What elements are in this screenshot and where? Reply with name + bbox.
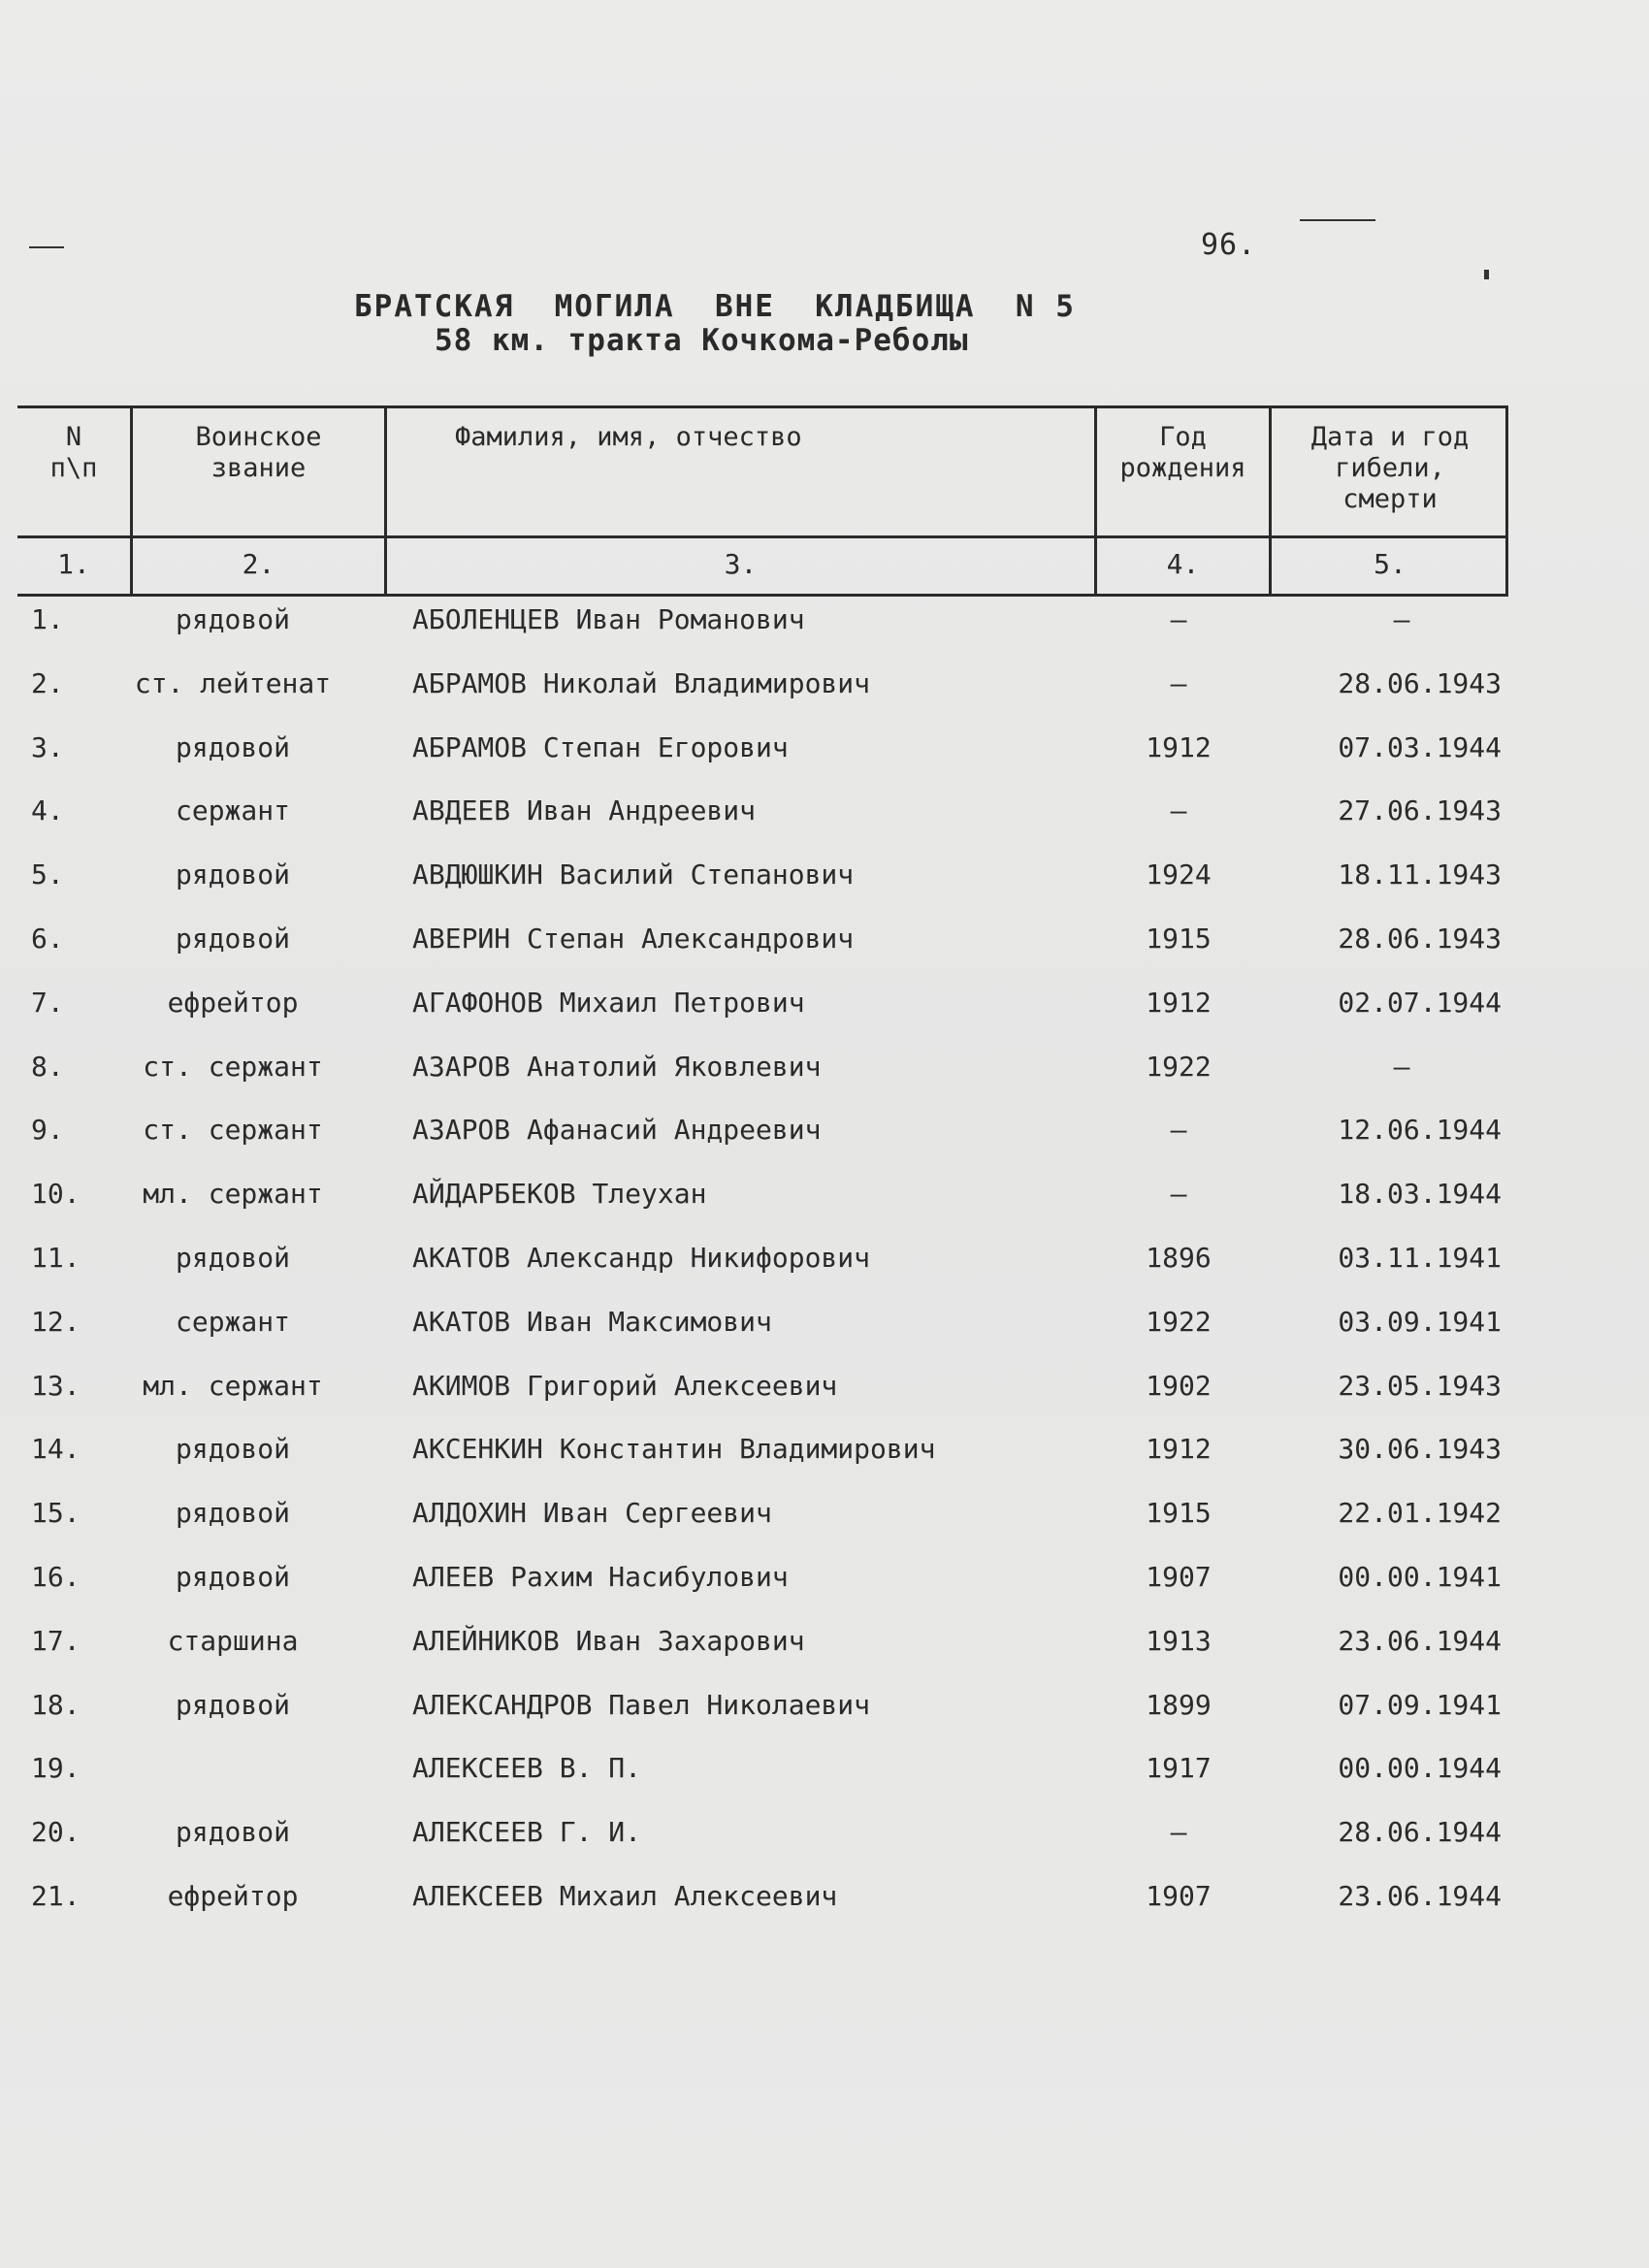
row-num: 6. — [31, 923, 64, 955]
row-name: АЙДАРБЕКОВ Тлеухан — [412, 1178, 707, 1210]
table-row — [0, 1306, 1649, 1345]
row-rank: рядовой — [175, 1561, 290, 1593]
row-name: АЛЕКСЕЕВ Михаил Алексеевич — [412, 1880, 838, 1912]
page-number: 96. — [1201, 228, 1257, 262]
header-num: N п\п — [49, 422, 98, 483]
row-num: 1. — [31, 603, 64, 635]
row-num: 3. — [31, 731, 64, 763]
column-number: 3. — [724, 548, 758, 580]
row-birth-year: 1915 — [1146, 923, 1212, 955]
row-rank: рядовой — [175, 1497, 290, 1529]
header-birth: Год рождения — [1119, 422, 1246, 483]
row-death-date: 23.06.1944 — [1338, 1625, 1502, 1657]
row-name: АВДЮШКИН Василий Степанович — [412, 859, 855, 891]
row-name: АЛЕКСАНДРОВ Павел Николаевич — [412, 1689, 871, 1721]
row-rank: рядовой — [175, 603, 290, 635]
row-rank: ст. сержант — [143, 1051, 323, 1083]
row-name: АБРАМОВ Степан Егорович — [412, 731, 789, 763]
row-birth-year: 1913 — [1146, 1625, 1212, 1657]
scan-mark — [1300, 219, 1375, 221]
column-number: 5. — [1374, 548, 1406, 580]
row-name: АБОЛЕНЦЕВ Иван Романович — [412, 603, 805, 635]
row-num: 16. — [31, 1561, 81, 1593]
row-name: АБРАМОВ Николай Владимирович — [412, 667, 871, 699]
row-rank: ефрейтор — [167, 987, 299, 1019]
row-death-date: 30.06.1943 — [1338, 1433, 1502, 1465]
row-rank: рядовой — [175, 923, 290, 955]
row-num: 11. — [31, 1242, 81, 1274]
row-num: 2. — [31, 667, 64, 699]
table-row — [0, 1178, 1649, 1216]
table-row — [0, 1114, 1649, 1152]
row-birth-year: 1915 — [1146, 1497, 1212, 1529]
table-row — [0, 987, 1649, 1025]
scan-mark — [29, 246, 64, 248]
document-subtitle: 58 км. тракта Кочкома-Реболы — [435, 323, 969, 358]
row-rank: ст. лейтенат — [134, 667, 332, 699]
table-row — [0, 603, 1649, 642]
row-death-date: 00.00.1944 — [1338, 1752, 1502, 1784]
row-death-date: 23.05.1943 — [1338, 1370, 1502, 1402]
row-birth-year: 1924 — [1146, 859, 1212, 891]
row-rank: рядовой — [175, 731, 290, 763]
row-name: АКАТОВ Александр Никифорович — [412, 1242, 871, 1274]
row-death-date: 28.06.1943 — [1338, 923, 1502, 955]
row-num: 20. — [31, 1816, 81, 1848]
table-row — [0, 1752, 1649, 1791]
row-rank: сержант — [175, 1306, 290, 1338]
row-name: АГАФОНОВ Михаил Петрович — [412, 987, 805, 1019]
row-num: 10. — [31, 1178, 81, 1210]
table-row — [0, 1497, 1649, 1536]
row-rank: мл. сержант — [143, 1370, 323, 1402]
row-num: 7. — [31, 987, 64, 1019]
row-rank: рядовой — [175, 1242, 290, 1274]
row-rank: рядовой — [175, 1816, 290, 1848]
row-rank: рядовой — [175, 1433, 290, 1465]
row-rank: старшина — [167, 1625, 299, 1657]
row-death-date: 23.06.1944 — [1338, 1880, 1502, 1912]
row-death-date: 00.00.1941 — [1338, 1561, 1502, 1593]
row-name: АЛЕЕВ Рахим Насибулович — [412, 1561, 789, 1593]
row-birth-year: – — [1170, 794, 1187, 826]
row-birth-year: – — [1170, 1816, 1187, 1848]
header-rank: Воинское звание — [195, 422, 322, 483]
row-num: 4. — [31, 794, 64, 826]
row-name: АЛЕКСЕЕВ В. П. — [412, 1752, 642, 1784]
row-num: 18. — [31, 1689, 81, 1721]
row-birth-year: – — [1170, 1178, 1187, 1210]
row-num: 8. — [31, 1051, 64, 1083]
row-birth-year: 1922 — [1146, 1051, 1212, 1083]
row-death-date: 27.06.1943 — [1338, 794, 1502, 826]
table-row — [0, 923, 1649, 961]
row-birth-year: 1899 — [1146, 1689, 1212, 1721]
table-row — [0, 859, 1649, 897]
row-death-date: 02.07.1944 — [1338, 987, 1502, 1019]
row-name: АЗАРОВ Анатолий Яковлевич — [412, 1051, 822, 1083]
table-row — [0, 667, 1649, 706]
table-row — [0, 731, 1649, 770]
row-num: 19. — [31, 1752, 81, 1784]
row-rank: мл. сержант — [143, 1178, 323, 1210]
row-death-date: 28.06.1944 — [1338, 1816, 1502, 1848]
header-death: Дата и год гибели, смерти — [1310, 422, 1470, 514]
row-death-date: 18.03.1944 — [1338, 1178, 1502, 1210]
row-name: АКАТОВ Иван Максимович — [412, 1306, 772, 1338]
row-death-date: – — [1393, 1051, 1410, 1083]
table-row — [0, 1242, 1649, 1280]
row-rank: ефрейтор — [167, 1880, 299, 1912]
row-birth-year: – — [1170, 667, 1187, 699]
table-row — [0, 1816, 1649, 1855]
table-row — [0, 794, 1649, 833]
row-death-date: 18.11.1943 — [1338, 859, 1502, 891]
row-name: АЛДОХИН Иван Сергеевич — [412, 1497, 772, 1529]
row-birth-year: 1912 — [1146, 731, 1212, 763]
row-birth-year: 1912 — [1146, 1433, 1212, 1465]
column-number: 4. — [1166, 548, 1200, 580]
row-num: 14. — [31, 1433, 81, 1465]
table-row — [0, 1433, 1649, 1472]
row-name: АКИМОВ Григорий Алексеевич — [412, 1370, 838, 1402]
row-death-date: 07.03.1944 — [1338, 731, 1502, 763]
table-row — [0, 1880, 1649, 1919]
row-num: 12. — [31, 1306, 81, 1338]
row-death-date: 03.11.1941 — [1338, 1242, 1502, 1274]
row-name: АЛЕКСЕЕВ Г. И. — [412, 1816, 642, 1848]
row-name: АЛЕЙНИКОВ Иван Захарович — [412, 1625, 805, 1657]
row-birth-year: 1896 — [1146, 1242, 1212, 1274]
row-name: АВДЕЕВ Иван Андреевич — [412, 794, 757, 826]
row-birth-year: 1912 — [1146, 987, 1212, 1019]
document-title: БРАТСКАЯ МОГИЛА ВНЕ КЛАДБИЩА N 5 — [354, 289, 1076, 324]
row-name: АКСЕНКИН Константин Владимирович — [412, 1433, 936, 1465]
header-name: Фамилия, имя, отчество — [455, 422, 802, 452]
row-death-date: 12.06.1944 — [1338, 1114, 1502, 1146]
table-header — [17, 405, 1508, 597]
table-row — [0, 1370, 1649, 1409]
row-num: 9. — [31, 1114, 64, 1146]
table-row — [0, 1625, 1649, 1664]
row-death-date: 07.09.1941 — [1338, 1689, 1502, 1721]
row-death-date: 03.09.1941 — [1338, 1306, 1502, 1338]
row-name: АЗАРОВ Афанасий Андреевич — [412, 1114, 822, 1146]
row-num: 21. — [31, 1880, 81, 1912]
row-birth-year: 1902 — [1146, 1370, 1212, 1402]
row-num: 15. — [31, 1497, 81, 1529]
row-num: 5. — [31, 859, 64, 891]
row-rank: рядовой — [175, 859, 290, 891]
header-row-divider — [17, 535, 1505, 538]
table-row — [0, 1051, 1649, 1089]
column-number: 1. — [57, 548, 90, 580]
row-death-date: 28.06.1943 — [1338, 667, 1502, 699]
row-death-date: 22.01.1942 — [1338, 1497, 1502, 1529]
scan-mark — [1484, 270, 1489, 279]
row-birth-year: – — [1170, 1114, 1187, 1146]
row-birth-year: 1917 — [1146, 1752, 1212, 1784]
row-birth-year: 1922 — [1146, 1306, 1212, 1338]
row-birth-year: 1907 — [1146, 1561, 1212, 1593]
row-rank: сержант — [175, 794, 290, 826]
column-number: 2. — [242, 548, 275, 580]
row-num: 17. — [31, 1625, 81, 1657]
row-death-date: – — [1393, 603, 1410, 635]
row-birth-year: 1907 — [1146, 1880, 1212, 1912]
row-name: АВЕРИН Степан Александрович — [412, 923, 855, 955]
row-num: 13. — [31, 1370, 81, 1402]
row-birth-year: – — [1170, 603, 1187, 635]
table-row — [0, 1689, 1649, 1728]
row-rank: ст. сержант — [143, 1114, 323, 1146]
row-rank: рядовой — [175, 1689, 290, 1721]
table-row — [0, 1561, 1649, 1600]
